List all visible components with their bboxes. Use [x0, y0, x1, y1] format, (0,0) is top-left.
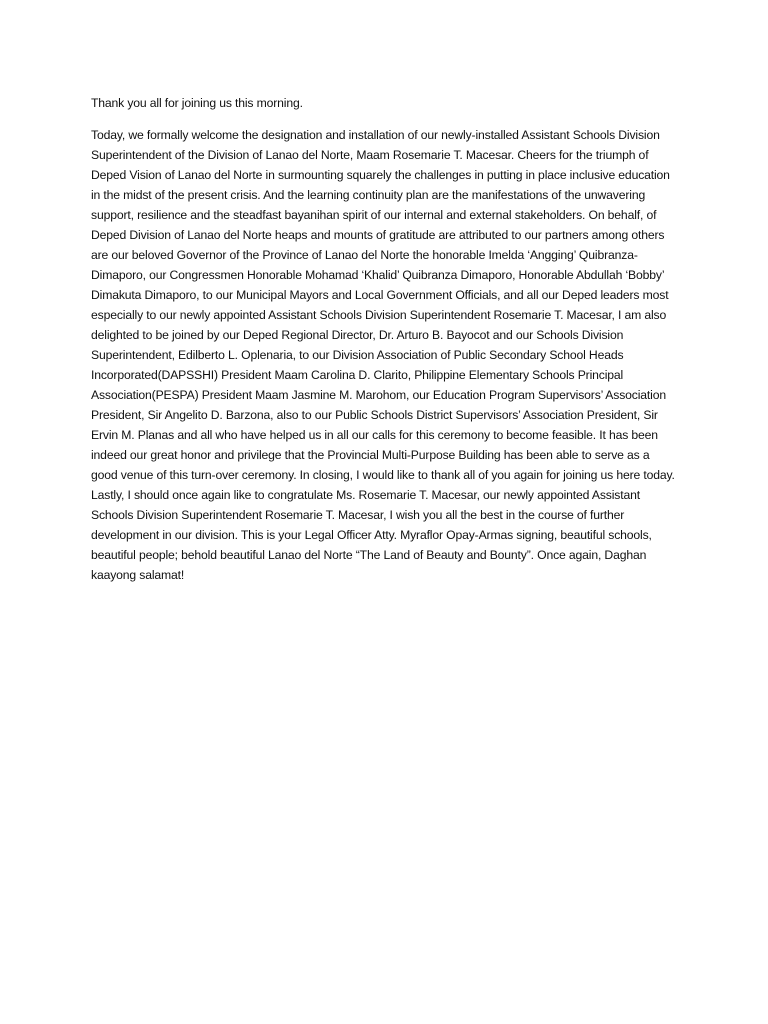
greeting-paragraph: Thank you all for joining us this morning.	[91, 96, 303, 110]
speech-paragraph: Today, we formally welcome the designation and installation of our newly-installed Assistant Schools Division Superintendent of the Division of Lanao del Norte, Maam Rosemarie T. Macesar. Cheers for the triumph of Deped Vision of Lanao del Norte in surmounting squarely the challenges in putting in place inclusive education in the midst of the present crisis. And the learning continuity plan are the manifestations of the unwavering support, resilience and the steadfast bayanihan spirit of our internal and external stakeholders. On behalf, of Deped Division of Lanao del Norte heaps and mounts of gratitude are attributed to our partners among others are our beloved Governor of the Province of Lanao del Norte the honorable Imelda ‘Angging’ Quibranza-Dimaporo, our Congressmen Honorable Mohamad ‘Khalid’ Quibranza Dimaporo, Honorable Abdullah ‘Bobby’ Dimakuta Dimaporo, to our Municipal Mayors and Local Government Officials, and all our Deped leaders most especially to our newly appointed Assistant Schools Division Superintendent Rosemarie T. Macesar, I am also delighted to be joined by our Deped Regional Director, Dr. Arturo B. Bayocot and our Schools Division Superintendent, Edilberto L. Oplenaria, to our Division Association of Public Secondary School Heads Incorporated(DAPSSHI) President Maam Carolina D. Clarito, Philippine Elementary Schools Principal Association(PESPA) President Maam Jasmine M. Marohom, our Education Program Supervisors’ Association President, Sir Angelito D. Barzona, also to our Public Schools District Supervisors’ Association President, Sir Ervin M. Planas and all who have helped us in all our calls for this ceremony to become feasible. It has been indeed our great honor and privilege that the Provincial Multi-Purpose Building has been able to serve as a good venue of this turn-over ceremony. In closing, I would like to thank all of you again for joining us here today. Lastly, I should once again like to congratulate Ms. Rosemarie T. Macesar, our newly appointed Assistant Schools Division Superintendent Rosemarie T. Macesar, I wish you all the best in the course of further development in our division. This is your Legal Officer Atty. Myraflor Opay-Armas signing, beautiful schools, beautiful people; behold beautiful Lanao del Norte “The Land of Beauty and Bounty”. Once again, Daghan kaayong salamat!	[91, 128, 675, 582]
document-body	[91, 93, 679, 585]
